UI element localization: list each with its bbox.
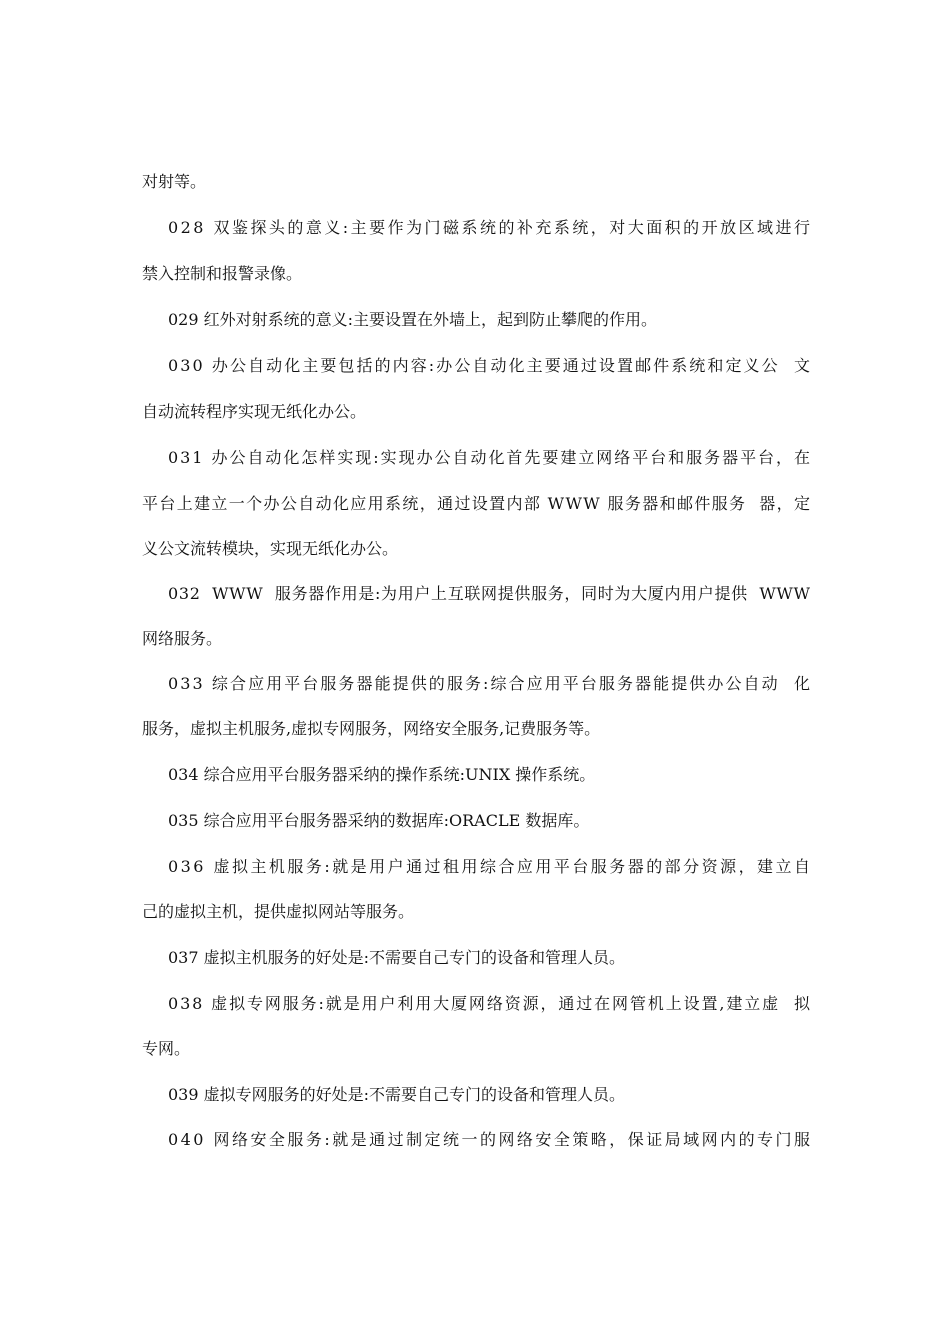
text-line: 037 虚拟主机服务的好处是:不需要自己专门的设备和管理人员。 xyxy=(168,948,626,967)
text-line: 平台上建立一个办公自动化应用系统，通过设置内部 WWW 服务器和邮件服务 器，定 xyxy=(142,494,812,513)
text-line: 禁入控制和报警录像。 xyxy=(142,264,303,283)
text-line: 031 办公自动化怎样实现:实现办公自动化首先要建立网络平台和服务器平台，在 xyxy=(168,448,812,467)
text-line: 035 综合应用平台服务器采纳的数据库:ORACLE 数据库。 xyxy=(168,811,590,830)
text-line: 040 网络安全服务:就是通过制定统一的网络安全策略，保证局域网内的专门服 xyxy=(168,1130,813,1149)
text-line: 网络服务。 xyxy=(142,629,223,648)
text-line: 专网。 xyxy=(142,1039,191,1058)
text-line: 己的虚拟主机，提供虚拟网站等服务。 xyxy=(142,902,415,921)
text-line: 032 WWW 服务器作用是:为用户上互联网提供服务，同时为大厦内用户提供 WWW xyxy=(168,584,811,603)
text-line: 对射等。 xyxy=(142,172,207,191)
text-line: 036 虚拟主机服务:就是用户通过租用综合应用平台服务器的部分资源，建立自 xyxy=(168,857,813,876)
text-line: 义公文流转模块，实现无纸化办公。 xyxy=(142,539,399,558)
text-line: 服务，虚拟主机服务,虚拟专网服务，网络安全服务,记费服务等。 xyxy=(142,719,601,738)
text-line: 028 双鉴探头的意义:主要作为门磁系统的补充系统，对大面积的开放区域进行 xyxy=(168,218,813,237)
text-line: 029 红外对射系统的意义:主要设置在外墙上，起到防止攀爬的作用。 xyxy=(168,310,658,329)
text-line: 038 虚拟专网服务:就是用户利用大厦网络资源，通过在网管机上设置,建立虚 拟 xyxy=(168,994,812,1013)
text-line: 030 办公自动化主要包括的内容:办公自动化主要通过设置邮件系统和定义公 文 xyxy=(168,356,813,375)
text-line: 034 综合应用平台服务器采纳的操作系统:UNIX 操作系统。 xyxy=(168,765,596,784)
text-line: 自动流转程序实现无纸化办公。 xyxy=(142,402,367,421)
text-line: 039 虚拟专网服务的好处是:不需要自己专门的设备和管理人员。 xyxy=(168,1085,626,1104)
text-line: 033 综合应用平台服务器能提供的服务:综合应用平台服务器能提供办公自动 化 xyxy=(168,674,813,693)
